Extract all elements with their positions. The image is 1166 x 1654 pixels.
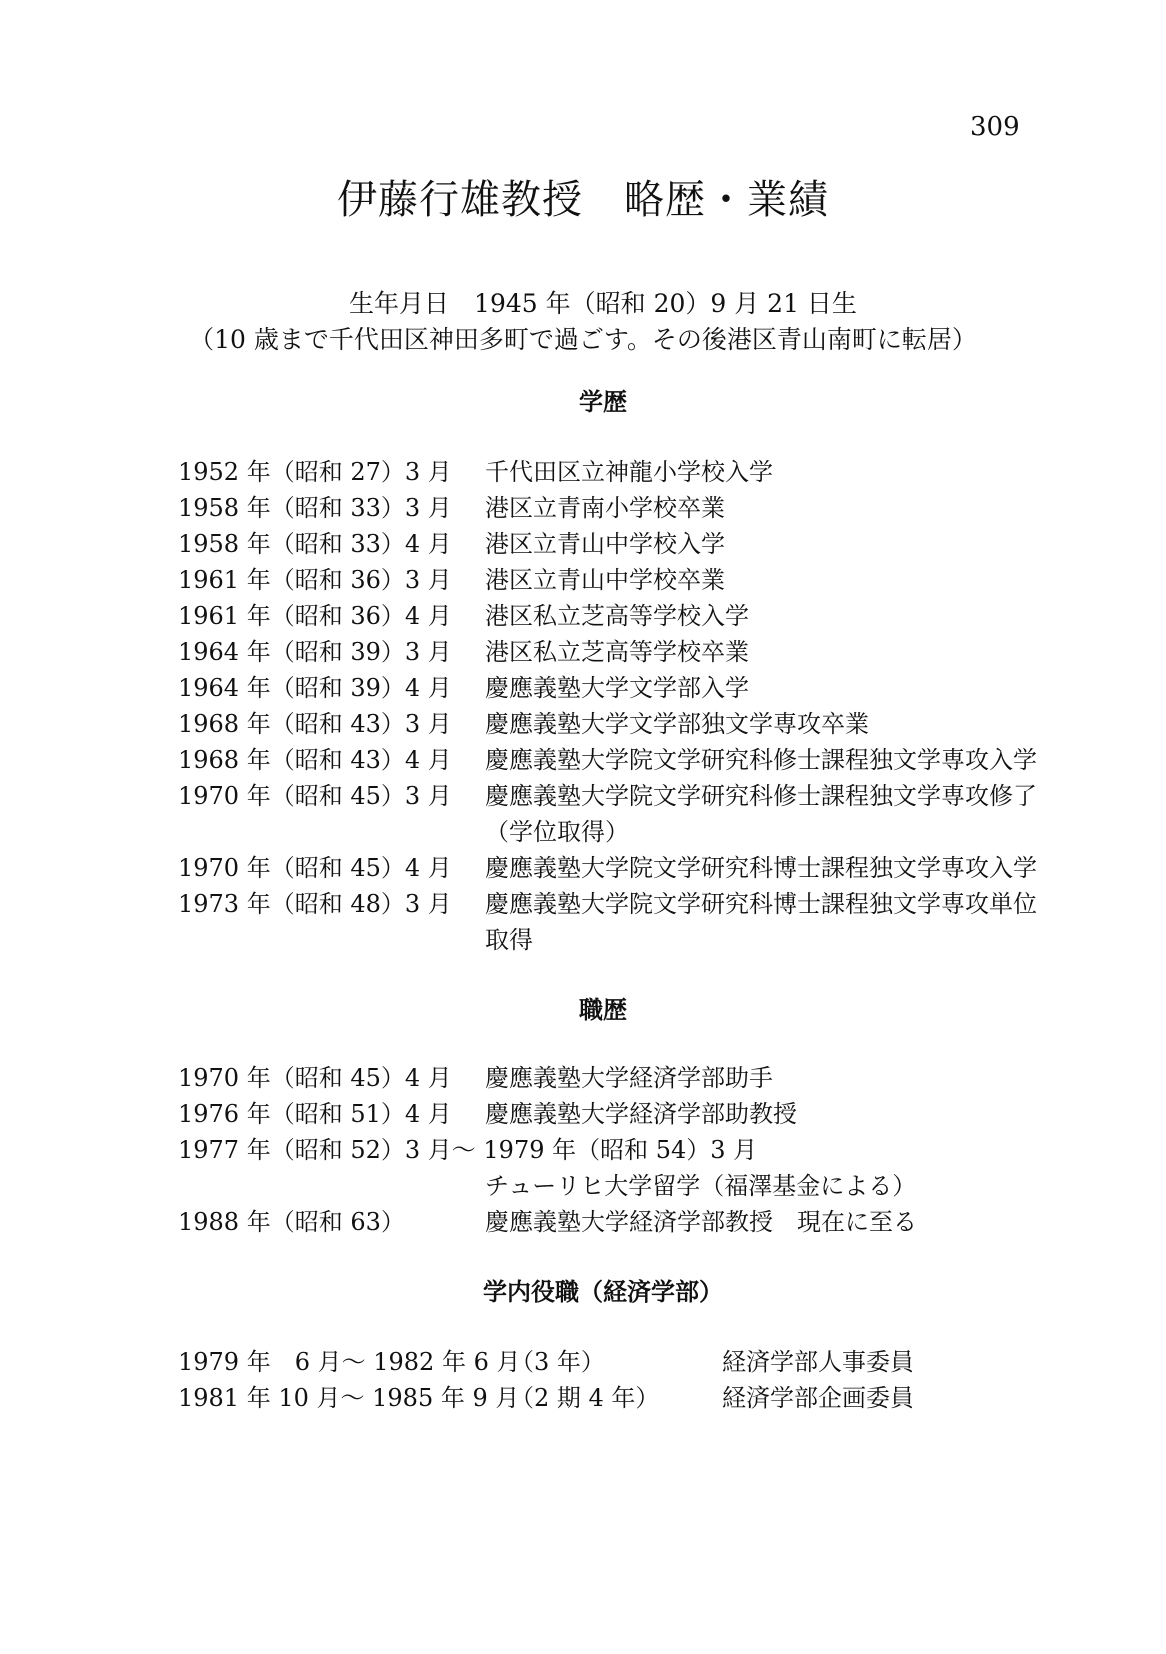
education-date: 1968 年（昭和 43）3 月 [178,710,452,738]
education-desc: 港区私立芝高等学校卒業 [485,638,749,666]
education-date: 1970 年（昭和 45）4 月 [178,854,452,882]
career-date: 1976 年（昭和 51）4 月 [178,1100,452,1128]
education-desc: 千代田区立神龍小学校入学 [485,458,773,486]
education-desc-continued: （学位取得） [485,818,629,846]
education-desc: 港区立青山中学校卒業 [485,566,725,594]
education-desc-continued: 取得 [485,926,533,954]
career-date: 1977 年（昭和 52）3 月～ 1979 年（昭和 54）3 月 [178,1136,758,1164]
position-period: 1979 年 6 月～ 1982 年 6 月 [178,1348,521,1376]
birth-date: 生年月日 1945 年（昭和 20）9 月 21 日生 [349,289,857,318]
education-date: 1968 年（昭和 43）4 月 [178,746,452,774]
education-date: 1961 年（昭和 36）4 月 [178,602,452,630]
education-date: 1952 年（昭和 27）3 月 [178,458,452,486]
education-heading: 学歴 [579,388,627,416]
education-date: 1964 年（昭和 39）3 月 [178,638,452,666]
birth-note: （10 歳まで千代田区神田多町で過ごす。その後港区青山南町に転居） [189,325,977,354]
career-date: 1988 年（昭和 63） [178,1208,405,1236]
education-desc: 慶應義塾大学院文学研究科博士課程独文学専攻入学 [485,854,1037,882]
education-date: 1973 年（昭和 48）3 月 [178,890,452,918]
education-date: 1970 年（昭和 45）3 月 [178,782,452,810]
education-date: 1961 年（昭和 36）3 月 [178,566,452,594]
position-term: （3 年） [510,1348,605,1376]
career-desc: 慶應義塾大学経済学部助教授 [485,1100,797,1128]
education-desc: 港区私立芝高等学校入学 [485,602,749,630]
education-date: 1964 年（昭和 39）4 月 [178,674,452,702]
position-role: 経済学部企画委員 [722,1384,914,1412]
education-desc: 慶應義塾大学文学部入学 [485,674,749,702]
education-date: 1958 年（昭和 33）4 月 [178,530,452,558]
page-title: 伊藤行雄教授 略歴・業績 [337,177,829,223]
positions-heading: 学内役職（経済学部） [483,1278,723,1306]
page-number: 309 [970,112,1020,142]
position-role: 経済学部人事委員 [722,1348,914,1376]
education-desc: 港区立青山中学校入学 [485,530,725,558]
education-desc: 慶應義塾大学院文学研究科修士課程独文学専攻修了 [485,782,1037,810]
position-term: （2 期 4 年） [510,1384,660,1412]
education-desc: 慶應義塾大学院文学研究科修士課程独文学専攻入学 [485,746,1037,774]
career-date: 1970 年（昭和 45）4 月 [178,1064,452,1092]
career-heading: 職歴 [579,996,627,1024]
position-period: 1981 年 10 月～ 1985 年 9 月 [178,1384,520,1412]
education-desc: 慶應義塾大学院文学研究科博士課程独文学専攻単位 [485,890,1037,918]
education-desc: 港区立青南小学校卒業 [485,494,725,522]
education-date: 1958 年（昭和 33）3 月 [178,494,452,522]
education-desc: 慶應義塾大学文学部独文学専攻卒業 [485,710,869,738]
career-desc: 慶應義塾大学経済学部助手 [485,1064,773,1092]
career-desc: 慶應義塾大学経済学部教授 現在に至る [485,1208,917,1236]
career-desc: チューリヒ大学留学（福澤基金による） [485,1172,917,1200]
